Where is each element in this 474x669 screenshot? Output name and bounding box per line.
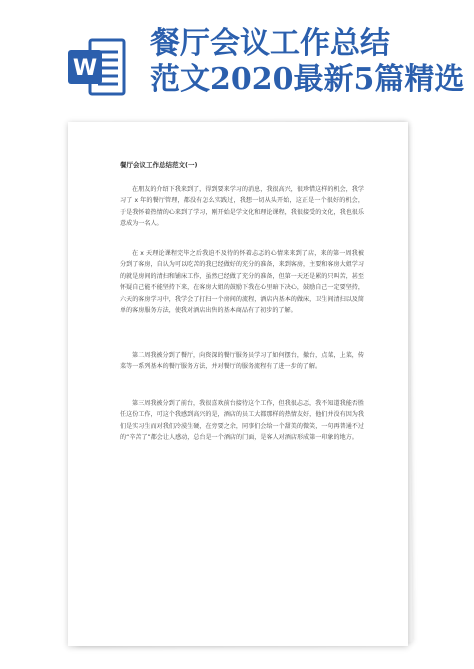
title-line-1: 餐厅会议工作总结 (150, 26, 390, 61)
document-heading: 餐厅会议工作总结范文(一) (120, 161, 198, 169)
svg-text:W: W (72, 56, 98, 81)
word-document-icon (66, 36, 128, 98)
document-paragraph-3: 第二周我被分到了餐厅，向资深的餐厅服务员学习了如何摆台，撤台，点菜，上菜，传菜等一系列基本的餐厅服务方法，并对餐厅的服务流程有了进一步的了解。 (120, 352, 364, 371)
document-page (68, 122, 408, 646)
title-line-2: 范文2020最新5篇精选 (150, 62, 465, 97)
banner (0, 0, 474, 110)
page-title (150, 26, 470, 98)
document-paragraph-1: 在朋友的介绍下我来到了，得到要来学习的消息，我很高兴，很珍惜这样的机会，我学习了 x 年的餐厅管理，都没有怎么实践过，我想一切从头开始，这正是一个很好的机会，于是我怀着热情的心来到了学习，刚开始是学文化和理论课程，我很接受的文化，我也很乐意成为一名人。 (120, 186, 364, 228)
document-paragraph-4: 第三周我被分到了前台，我很喜欢前台接待这个工作，但我很忐忑，我不知道我能否胜任这份工作，可这个我感到高兴的是，酒店的员工大都那样的热情友好，他们并没有因为我们是实习生而对我们冷漠生硬，在旁要之余，同事们会给一个甜美的微笑，一句再普通不过的“辛苦了”都会让人感动，总台是一个酒店的门面，是客人对酒店形成第一印象的地方。 (120, 400, 364, 442)
document-paragraph-2: 在 x 天理论课程完毕之后我迫不及待的怀着忐忑的心情来来到了店，来的第一周我被分到了客房，自认为可以吃苦的我已经做好的充分的准备，来到客房，主要和客房大姐学习的就是房间的清扫和铺床工作，虽然已经做了充分的准备，但第一天还是累的只叫苦，甚至怀疑自己能不能坚持下来，在客房大姐的鼓励下我在心里暗下决心，鼓励自己一定要坚持，六天的客房学习中，我学会了打扫一个房间的流程，酒店内基本的做床，卫生间清扫以及简单的客房服务方法，使我对酒店出售的基本商品有了初步的了解。 (120, 250, 364, 315)
